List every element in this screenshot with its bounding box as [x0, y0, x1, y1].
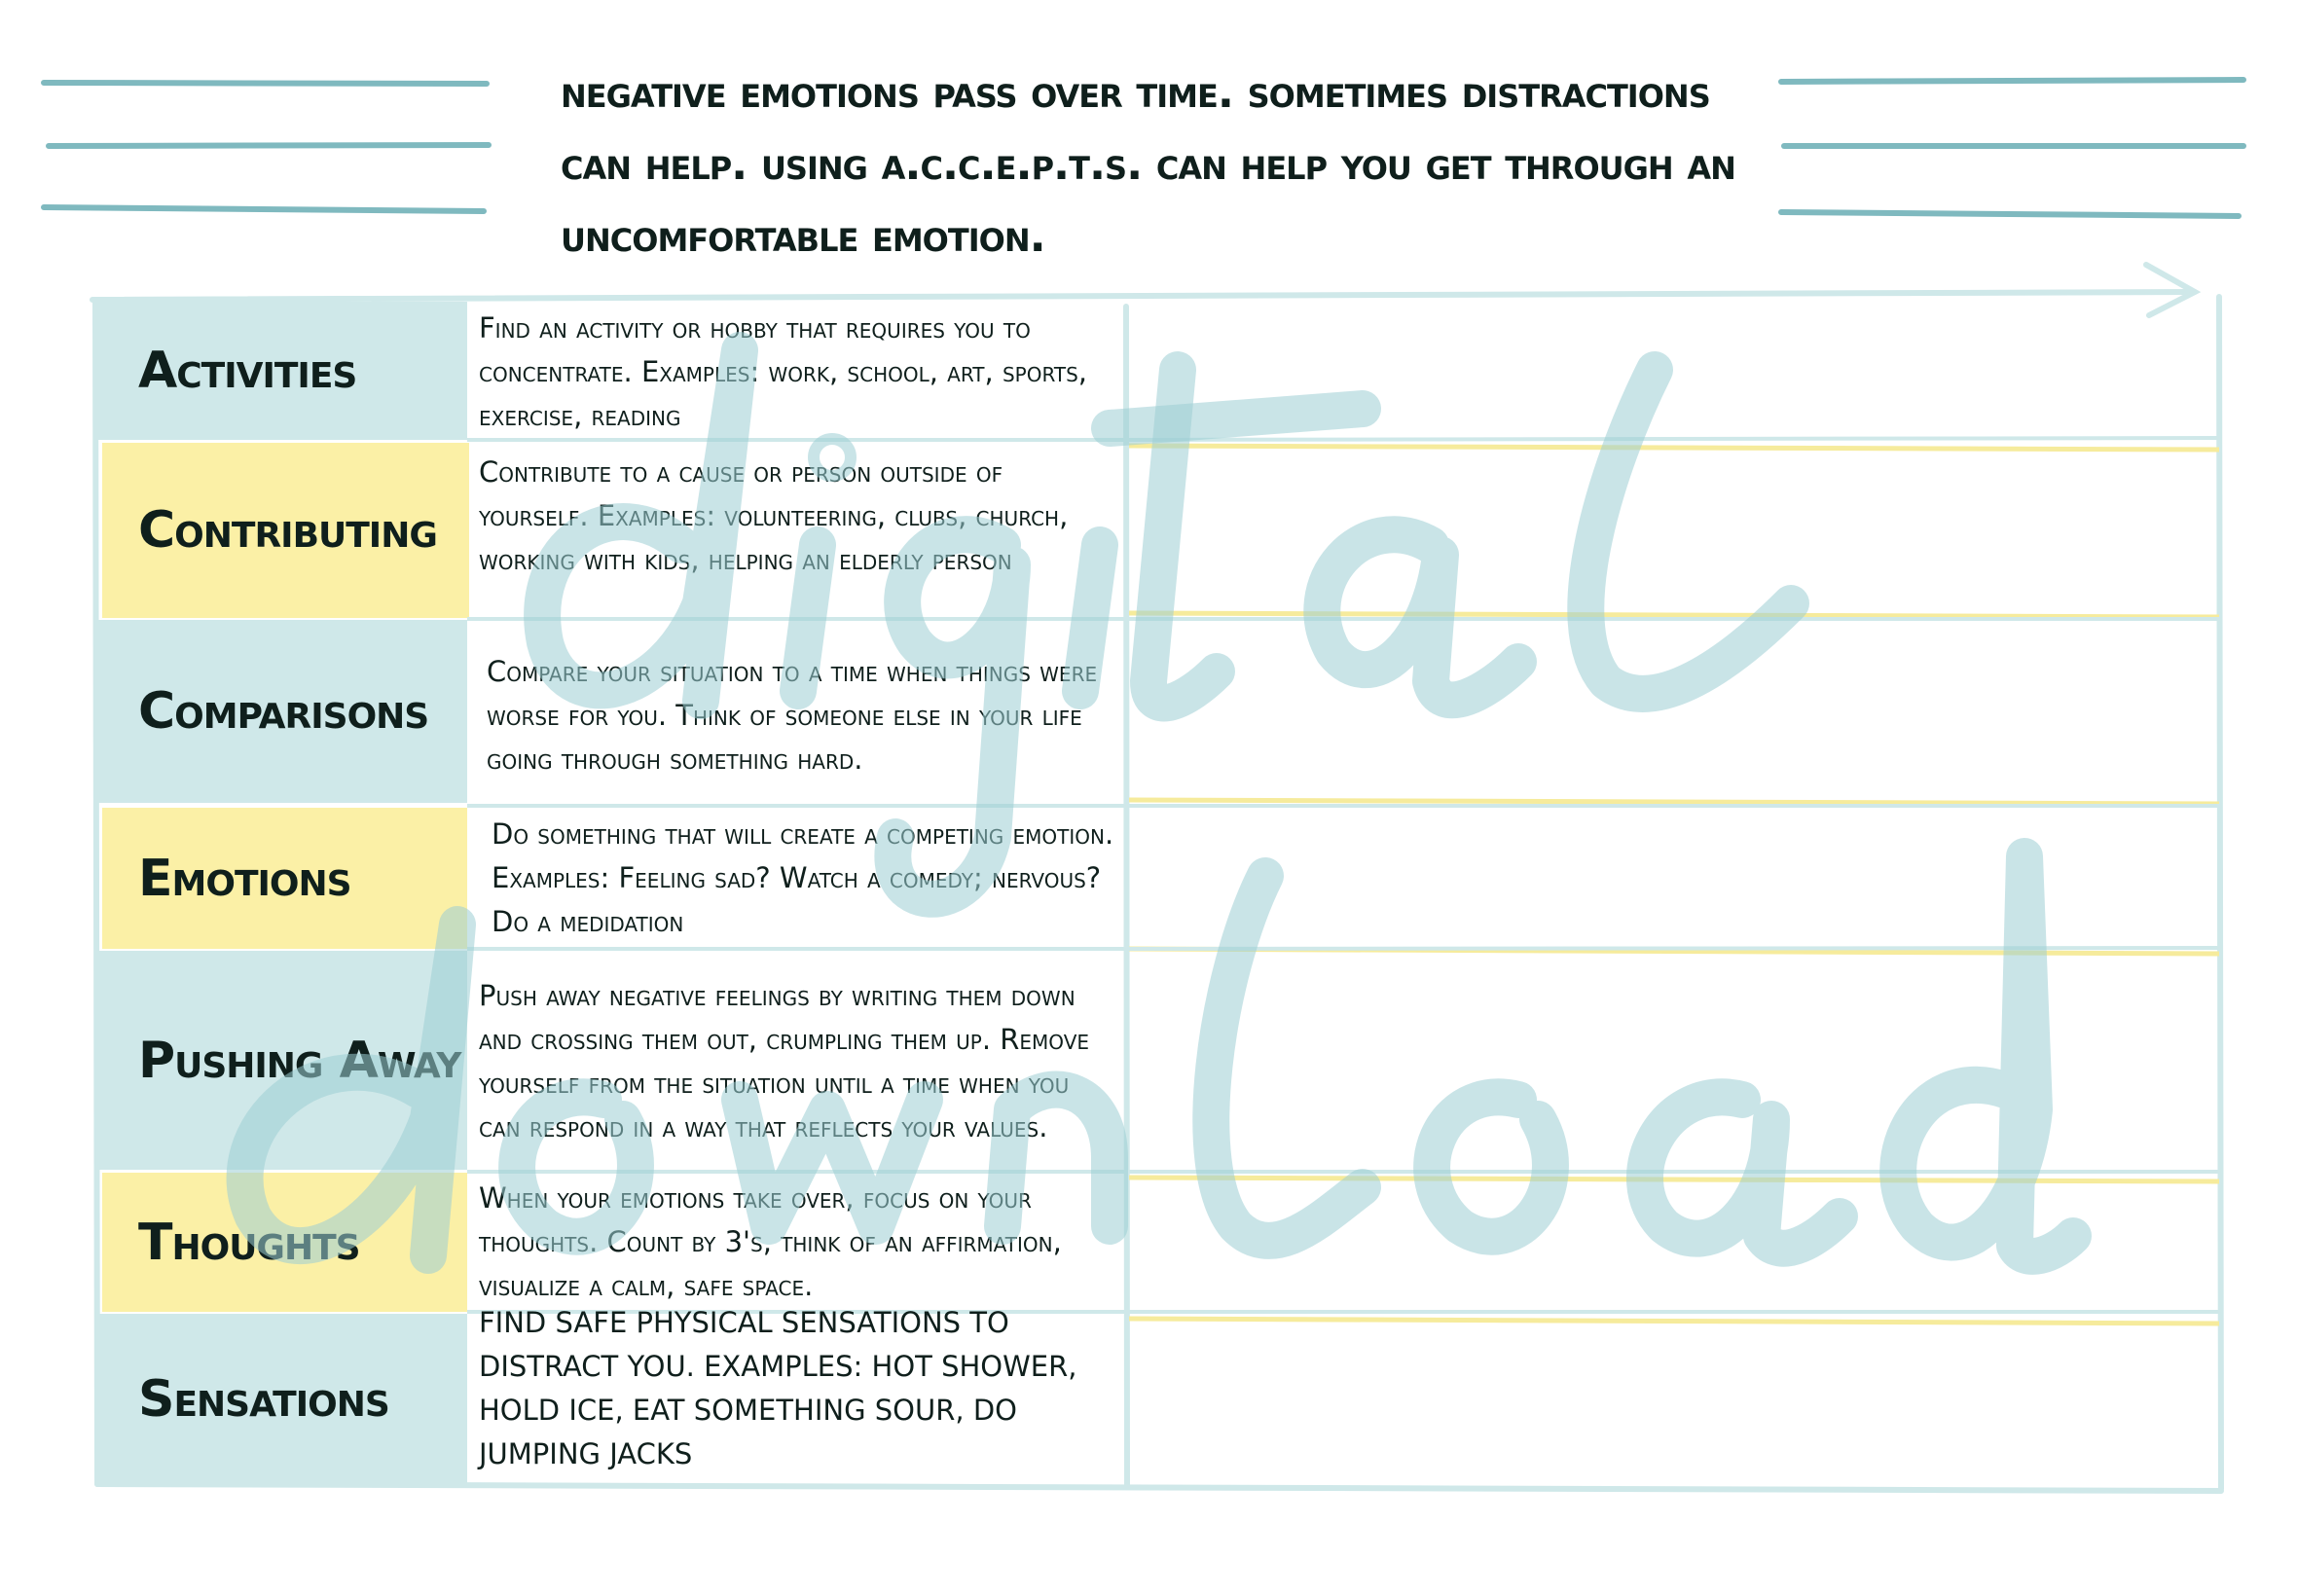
row-description-emotions: Do something that will create a competing emotion. Examples: Feeling sad? Watch a comedy; nervous? Do a medidation [492, 817, 1114, 938]
row-label-emotions: Emotions [138, 849, 351, 908]
row-description-contributing: Contribute to a cause or person outside of yourself. Examples: volunteering, clubs, church, working with kids, helping an elderly person [479, 454, 1069, 576]
row-description-activities: Find an activity or hobby that requires you to concentrate. Examples: work, school, art, sports, exercise, reading [479, 310, 1088, 432]
row-description-comparisons: Compare your situation to a time when things were worse for you. Think of someone else in your life going through something hard. [487, 654, 1098, 776]
row-description-pushing-away: Push away negative feelings by writing them down and crossing them out, crumpling them up. Remove yourself from the situation until a time when you can respond in a way that reflects your values. [479, 978, 1090, 1143]
row-description-thoughts: When your emotions take over, focus on your thoughts. Count by 3's, think of an affirmation, visualize a calm, safe space. [479, 1181, 1062, 1302]
row-label-contributing: Contributing [138, 501, 437, 560]
intro-text: negative emotions pass over time. sometimes distractions can help. using a.c.c.e.p.t.s. can help you get through an uncomfortable emotion. [561, 66, 1735, 262]
row-label-pushing-away: Pushing Away [138, 1031, 461, 1090]
row-label-comparisons: Comparisons [138, 682, 429, 741]
row-description-sensations: FIND SAFE PHYSICAL SENSATIONS TO DISTRACT YOU. EXAMPLES: HOT SHOWER, HOLD ICE, EAT SOMETHING SOUR, DO JUMPING JACKS [479, 1306, 1077, 1470]
row-label-activities: Activities [138, 342, 357, 400]
row-label-sensations: Sensations [138, 1369, 389, 1429]
row-label-thoughts: Thoughts [138, 1213, 360, 1272]
